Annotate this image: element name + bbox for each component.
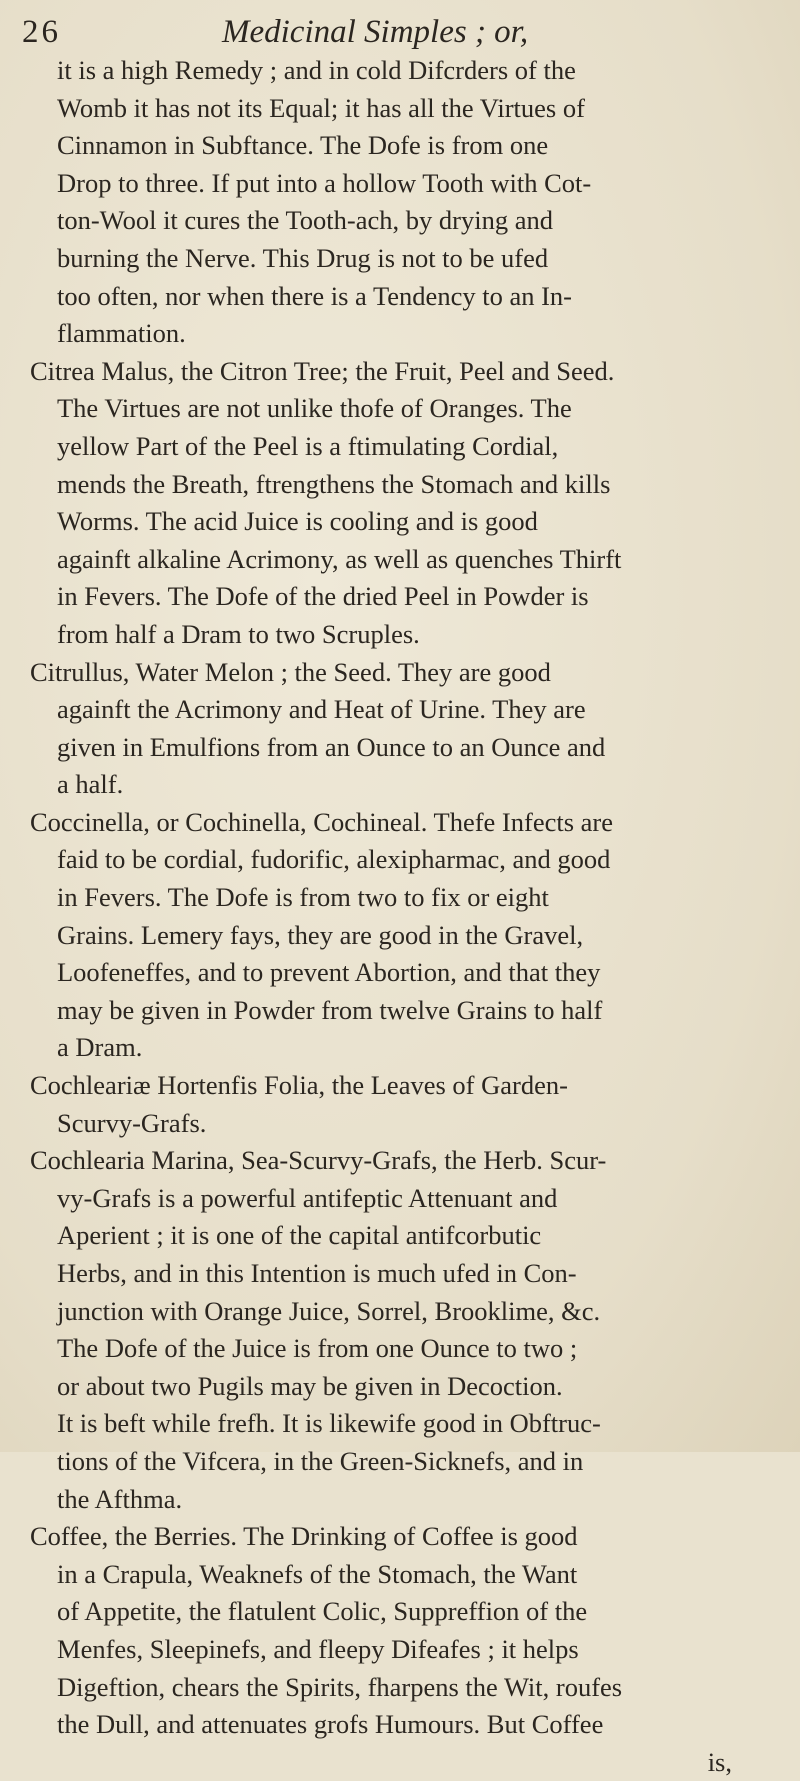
text-line: Citrea Malus, the Citron Tree; the Fruit, Peel and Seed.: [30, 355, 615, 386]
page-body-text: [30, 52, 790, 1781]
text-line: Menfes, Sleepinefs, and fleepy Difeafes ; it helps: [57, 1633, 579, 1664]
text-line: It is beft while frefh. It is likewife good in Obftruc-: [57, 1408, 601, 1439]
page-header: [22, 8, 770, 56]
text-line: Womb it has not its Equal; it has all the Virtues of: [57, 92, 585, 123]
text-line: vy-Grafs is a powerful antifeptic Attenuant and: [57, 1182, 558, 1213]
text-line: Grains. Lemery fays, they are good in the Gravel,: [57, 919, 584, 950]
text-line: faid to be cordial, fudorific, alexipharmac, and good: [57, 844, 611, 875]
text-line: the Afthma.: [57, 1483, 183, 1514]
text-line: The Dofe of the Juice is from one Ounce to two ;: [57, 1333, 578, 1364]
text-line: againft alkaline Acrimony, as well as quenches Thirft: [57, 543, 622, 574]
text-line: Aperient ; it is one of the capital antifcorbutic: [57, 1220, 542, 1251]
text-line: of Appetite, the flatulent Colic, Suppreffion of the: [57, 1596, 588, 1627]
text-line: in a Crapula, Weaknefs of the Stomach, the Want: [57, 1558, 578, 1589]
text-line: mends the Breath, ftrengthens the Stomach and kills: [57, 468, 611, 499]
text-line: in Fevers. The Dofe is from two to fix or eight: [57, 882, 549, 913]
text-line: Worms. The acid Juice is cooling and is good: [57, 506, 538, 537]
text-line: Coccinella, or Cochinella, Cochineal. Thefe Infects are: [30, 806, 613, 837]
text-line: in Fevers. The Dofe of the dried Peel in Powder is: [57, 581, 589, 612]
catchword: is,: [707, 1746, 732, 1777]
text-line: junction with Orange Juice, Sorrel, Brooklime, &c.: [57, 1295, 601, 1326]
text-line: it is a high Remedy ; and in cold Difcrders of the: [57, 55, 576, 85]
text-line: Cinnamon in Subftance. The Dofe is from one: [57, 130, 549, 161]
running-title: Medicinal Simples ; or,: [222, 14, 529, 50]
text-line: ton-Wool it cures the Tooth-ach, by drying and: [57, 205, 553, 236]
text-line: given in Emulfions from an Ounce to an Ounce and: [57, 731, 606, 762]
text-line: Citrullus, Water Melon ; the Seed. They are good: [30, 656, 551, 687]
text-line: Cochlearia Marina, Sea-Scurvy-Grafs, the Herb. Scur-: [30, 1145, 607, 1176]
text-line: yellow Part of the Peel is a ftimulating Cordial,: [57, 430, 559, 461]
text-line: a Dram.: [57, 1032, 143, 1063]
text-line: flammation.: [57, 318, 186, 349]
text-line: Loofeneffes, and to prevent Abortion, and that they: [57, 957, 601, 988]
text-line: Drop to three. If put into a hollow Tooth with Cot-: [57, 167, 592, 198]
text-line: a half.: [57, 769, 124, 800]
text-line: againft the Acrimony and Heat of Urine. They are: [57, 694, 586, 725]
text-line: Digeftion, chears the Spirits, fharpens the Wit, roufes: [57, 1671, 623, 1702]
page-number: 26: [22, 14, 61, 50]
text-line: Scurvy-Grafs.: [57, 1107, 207, 1138]
text-line: tions of the Vifcera, in the Green-Sicknefs, and in: [57, 1445, 584, 1476]
text-line: burning the Nerve. This Drug is not to be ufed: [57, 242, 549, 273]
text-line: Cochleariæ Hortenfis Folia, the Leaves of Garden-: [30, 1070, 568, 1101]
text-line: too often, nor when there is a Tendency to an In-: [57, 280, 572, 311]
text-line: or about two Pugils may be given in Decoction.: [57, 1370, 563, 1401]
text-line: the Dull, and attenuates grofs Humours. But Coffee: [57, 1709, 604, 1740]
text-line: may be given in Powder from twelve Grains to half: [57, 994, 603, 1025]
text-line: Coffee, the Berries. The Drinking of Coffee is good: [30, 1521, 578, 1552]
text-line: Herbs, and in this Intention is much ufed in Con-: [57, 1258, 577, 1288]
text-line: The Virtues are not unlike thofe of Oranges. The: [57, 393, 572, 424]
text-line: from half a Dram to two Scruples.: [57, 618, 420, 649]
